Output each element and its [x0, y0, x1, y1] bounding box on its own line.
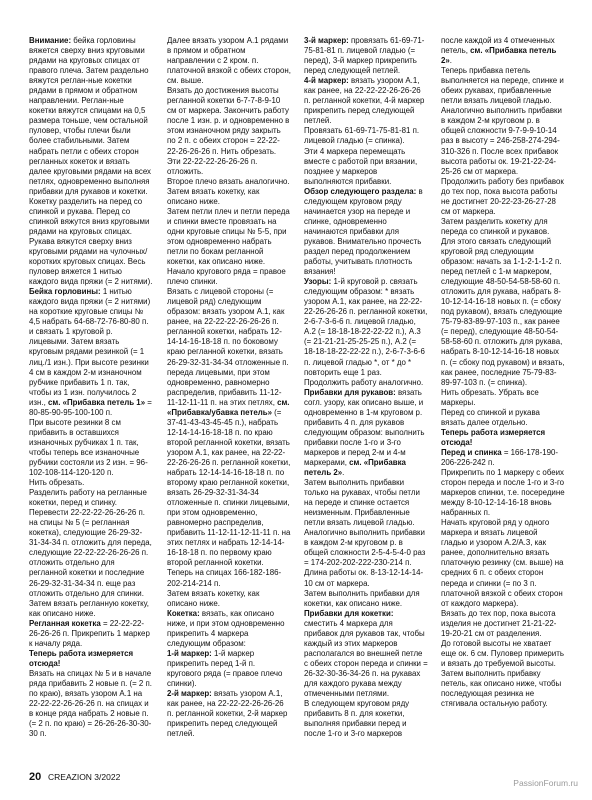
paragraph-text: вязать согл. узору, как описано выше, и одновременно в 1-м круговом р. прибавить 4 п. для рукавов следующим образом: выполнить прибавки после 1-го и 3-го маркеров и перед 2-м и 4-м маркерами,: [304, 387, 425, 467]
paragraph-text: вязать узором А.1, как ранее, на 22-22-22-26-26-26 п. регланной кокетки, 4-й маркер прикрепить перед следующей петлей. Провязать 61-69-71-75-81-81 п. лицевой гладью (= спинка). Эти 4 маркера перемещать вместе с работой при вязании, позднее у маркеров выполняются прибавки.: [304, 76, 425, 186]
paragraph-text: . Теперь прибавка петель выполняется на переде, спинке и обеих рукавах, прибавленные петли вязать лицевой гладью. Аналогично выполнить прибавки в каждом 2-м круговом р. в общей сложности 9-7-9-9-10-14 раз в высоту = 246-258-274-294-310-326 п. После всех прибавок высота работы ок. 19-21-22-24-25-26 см от маркера. Продолжить работу без прибавок до тех пор, пока высота работы не достигнет 20-22-23-26-27-28 см от маркера. Затем разделить кокетку для переда со спинкой и рукавов. Для этого связать следующий круговой ряд следующим образом: начать за 1-1-2-1-1-2 п. перед петлей с 1-м маркером, следующие 48-50-54-58-58-60 п. отложить для рукава, набрать 8-10-12-14-16-18 новых п. (= сбоку под рукавом), вязать следующие 75-79-83-89-97-103 п., как ранее (= перед), следующие 48-50-54-58-58-60 п. отложить для рукава, набрать 8-10-12-14-16-18 новых п. (= сбоку под рукавом) и вязать, как ранее, последние 75-79-83-89-97-103 п. (= спинка). Нить обрезать. Убрать все маркеры. Перед со спинкой и рукава вязать далее отдельно.: [441, 56, 565, 427]
magazine-issue: CREAZION 3/2022: [48, 772, 121, 782]
paragraph-text: = 22-22-22-26-26-26 п. Прикрепить 1 маркер к началу ряда.: [29, 618, 150, 648]
bold-heading: см. «Прибавка петель 1»: [47, 397, 146, 407]
paragraph-text: 1-й маркер прикрепить перед 1-й п. кругового ряда (= правое плечо спинки).: [167, 648, 283, 688]
bold-heading: см. «Прибавка/убавка петель»: [167, 397, 290, 417]
paragraph-text: Вязать на спицах № 5 и в начале ряда прибавить 2 новые п. (= 2 п. по краю), вязать узором А.1 на 22-22-22-26-26-26 п. на спицах и в конце ряда набрать 2 новые п. (= 2 п. по краю) = 26-26-26-30-30-30 п.: [29, 668, 152, 739]
bold-heading: см. «Прибавка петель 2»: [304, 457, 406, 478]
paragraph-text: провязать 61-69-71-75-81-81 п. лицевой гладью (= перед), 3-й маркер прикрепить перед следующей петлей.: [304, 36, 425, 76]
text-column-3: [304, 36, 428, 784]
paragraph-text: 1 нитью каждого вида пряжи (= 2 нитями) на короткие круговые спицы № 4,5 набрать 64-68-72-76-80-80 п. и связать 1 круговой р. лицевыми. Затем вязать круговым рядами резинкой (= 1 лиц./1 изн.). При высоте резинки 4 см в каждом 2-м изнаночном рубчике прибавить 1 п. так, чтобы из 1 изн. получилось 2 изн.,: [29, 287, 151, 407]
paragraph-text: Далее вязать узором А.1 рядами в прямом и обратном направлении с 2 кром. п. платочной вязкой с обеих сторон, см. выше. Вязать до достижения высоты регланной кокетки 6-7-7-8-9-10 см от маркера. Закончить работу после 1 изн. р. и одновременно в этом изнаночном ряду закрыть по 2 п. с обеих сторон = 22-22-22-26-26-26 п. Нить обрезать. Эти 22-22-22-26-26-26 п. отложить. Второе плечо вязать аналогично. Затем вязать кокетку, как описано ниже. Затем петли плеч и петли переда и спинки вместе провязать на одни круговые спицы № 5-5, при этом одновременно набрать петли по бокам регланной кокетки, как описано ниже. Начало кругового ряда = правое плечо спинки. Вязать с лицевой стороны (= лицевой ряд) следующим образом: вязать узором А.1, как ранее, на 22-22-22-26-26-26 п. регланной кокетки, набрать 12-14-14-16-18-18 п. по боковому краю регланной кокетки, вязать 26-29-32-31-34-34 отложенные п. переда лицевыми, при этом одновременно, равномерно распределив, прибавить 11-12-11-12-11-11 п. на этих петлях,: [167, 36, 291, 407]
bold-heading: Теперь работа измеряется отсюда!: [441, 427, 546, 447]
paragraph-text: = 166-178-190-206-226-242 п. Прикрепить по 1 маркеру с обеих сторон переда и после 1-го и 3-го маркеров спинки, т.е. посередине между 8-10-12-14-16-18 вновь набранных п. Начать круговой ряд у одного маркера и вязать лицевой гладью и узором А.2/А.3, как ранее, дополнительно вязать платочную резинку (см. выше) на средних 6 п. с обеих сторон переда и спинки (= по 3 п. платочной вязкой с обеих сторон от каждого маркера). Вязать до тех пор, пока высота изделия не достигнет 21-21-22-19-20-21 см от разделения. До готовой высоты не хватает еще ок. 6 см. Пуловер примерить и вязать до требуемой высоты. Затем выполнить прибавку петель, как описано ниже, чтобы последующая резинка не стягивала остальную работу.: [441, 447, 565, 709]
bold-heading: 4-й маркер:: [304, 76, 351, 86]
page-number: 20: [29, 771, 42, 783]
watermark: PassionForum.ru: [513, 778, 578, 788]
paragraph-text: вязать, как описано ниже, и при этом одновременно прикрепить 4 маркера следующим образом:: [167, 608, 285, 648]
bold-heading: см. «Прибавка петель 2»: [441, 46, 557, 66]
bold-heading: Прибавки для рукавов:: [304, 387, 398, 397]
bold-heading: Кокетка:: [167, 608, 202, 618]
bold-heading: 3-й маркер:: [304, 36, 351, 45]
paragraph-text: . Затем выполнить прибавки только на рукавах, чтобы петли на переде и спинке остается неизменным. Прибавленные петли вязать лицевой гладью. Аналогично выполнить прибавки в каждом 2-м круговом р. в общей сложности 2-5-4-5-4-0 раз = 174-202-202-222-230-214 п. Длина работы ок. 8-13-12-14-14-10 см от маркера. Затем выполнить прибавки для кокетки, как описано ниже.: [304, 468, 426, 608]
bold-heading: Бейка горловины:: [29, 287, 103, 297]
bold-heading: Обзор следующего раздела:: [304, 186, 419, 196]
paragraph-text: в следующем круговом ряду начинается узор на переде и спинке, одновременно начинаются прибавки для рукавов. Внимательно прочесть раздел перед продолжением работы, учитывать плотность вязания!: [304, 186, 423, 277]
bold-heading: Перед и спинка: [441, 447, 502, 457]
bold-heading: Узоры:: [304, 277, 334, 287]
bold-heading: 2-й маркер:: [167, 689, 214, 699]
paragraph-text: сместить 4 маркера для прибавок для рукавов так, чтобы каждый из этих маркеров располагался во внешней петле с обеих сторон переда и спинки = 26-32-30-36-34-26 п. на рукавах для каждого рукава между отмеченными петлями. В следующем круговом ряду прибавить 8 п. для кокетки, выполняя прибавки перед и после 1-го и 3-го маркеров: [304, 618, 428, 739]
bold-heading: Регланная кокетка: [29, 618, 101, 628]
text-column-1: [29, 36, 153, 784]
bold-heading: Теперь работа измеряется отсюда!: [29, 648, 134, 668]
paragraph-text: 1-й круговой р. связать следующим образом: * вязать узором А.1, как ранее, на 22-22-22-26-26-26 п. регланной кокетки, 2-6-7-3-6-6 п. лицевой гладью, А.2 (= 18-18-18-22-22-22 п.), А.3 (= 21-21-21-25-25-25 п.), А.2 (= 18-18-18-22-22-22 п.), 2-6-7-3-6-6 п. лицевой гладью *, от * до * повторить еще 1 раз. Продолжить работу аналогично.: [304, 277, 428, 387]
bold-heading: Внимание:: [29, 36, 74, 45]
paragraph-text: после каждой из 4 отмеченных петель,: [441, 36, 555, 56]
paragraph-text: бейка горловины вяжется сверху вниз круговыми рядами на круговых спицах от правого плеча. Затем раздельно вяжутся реглан-ные кокетки рядами в прямом и обратном направлении. Реглан-ные кокетки вяжутся спицами на 0,5 размера тоньше, чем остальной пуловер, чтобы плечи были более стабильными. Затем набрать петли с обеих сторон регланных кокеток и вязать далее круговыми рядами на всех петлях, одновременно выполняя прибавки для рукавов и кокетки. Кокетку разделить на перед со спинкой и рукава. Перед со спинкой вяжутся вниз круговыми рядами на круговых спицах. Рукава вяжутся сверху вниз круговыми рядами на чулочных/коротких круговых спицах. Весь пуловер вяжется 1 нитью каждого вида пряжи (= 2 нитями).: [29, 36, 153, 287]
paragraph-text: вязать узором А.1, как ранее, на 22-22-22-26-26-26 п. регланной кокетки, 2-й маркер прикрепить перед следующей петлей.: [167, 689, 288, 739]
text-column-4: [441, 36, 565, 784]
bold-heading: Прибавки для кокетки:: [304, 608, 394, 618]
paragraph-text: (= 37-41-43-43-45-45 п.), набрать 12-14-14-16-18-18 п. по краю второй регланной кокетки, вязать узором А.1, как ранее, на 22-22-22-26-26-26 п. регланной кокетки, набрать 12-14-14-16-18-18 п. по второму краю регланной кокетки, вязать 26-29-32-31-34-34 отложенные п. спинки лицевыми, при этом одновременно, равномерно распределив, прибавить 11-12-11-12-11-11 п. на этих петлях и набрать 12-14-14-16-18-18 п. по первому краю второй регланной кокетки. Теперь на спицах 166-182-186-202-214-214 п. Затем вязать кокетку, как описано ниже.: [167, 407, 291, 608]
paragraph-text: = 80-85-90-95-100-100 п. При высоте резинки 8 см прибавить в оставшихся изнаночных рубчиках 1 п. так, чтобы теперь все изнаночные рубчики состояли из 2 изн. = 96-102-108-114-120-120 п. Нить обрезать. Разделить работу на регланные кокетки, перед и спинку. Перевести 22-22-22-26-26-26 п. на спицы № 5 (= регланная кокетка), следующие 26-29-32-31-34-34 п. отложить для переда, следующие 22-22-22-26-26-26 п. отложить отдельно для регланной кокетки и последние 26-29-32-31-34-34 п. еще раз отложить отдельно для спинки. Затем вязать регланную кокетку, как описано ниже.: [29, 397, 152, 618]
text-column-2: [167, 36, 291, 784]
bold-heading: 1-й маркер:: [167, 648, 214, 658]
page-footer: [29, 770, 120, 785]
